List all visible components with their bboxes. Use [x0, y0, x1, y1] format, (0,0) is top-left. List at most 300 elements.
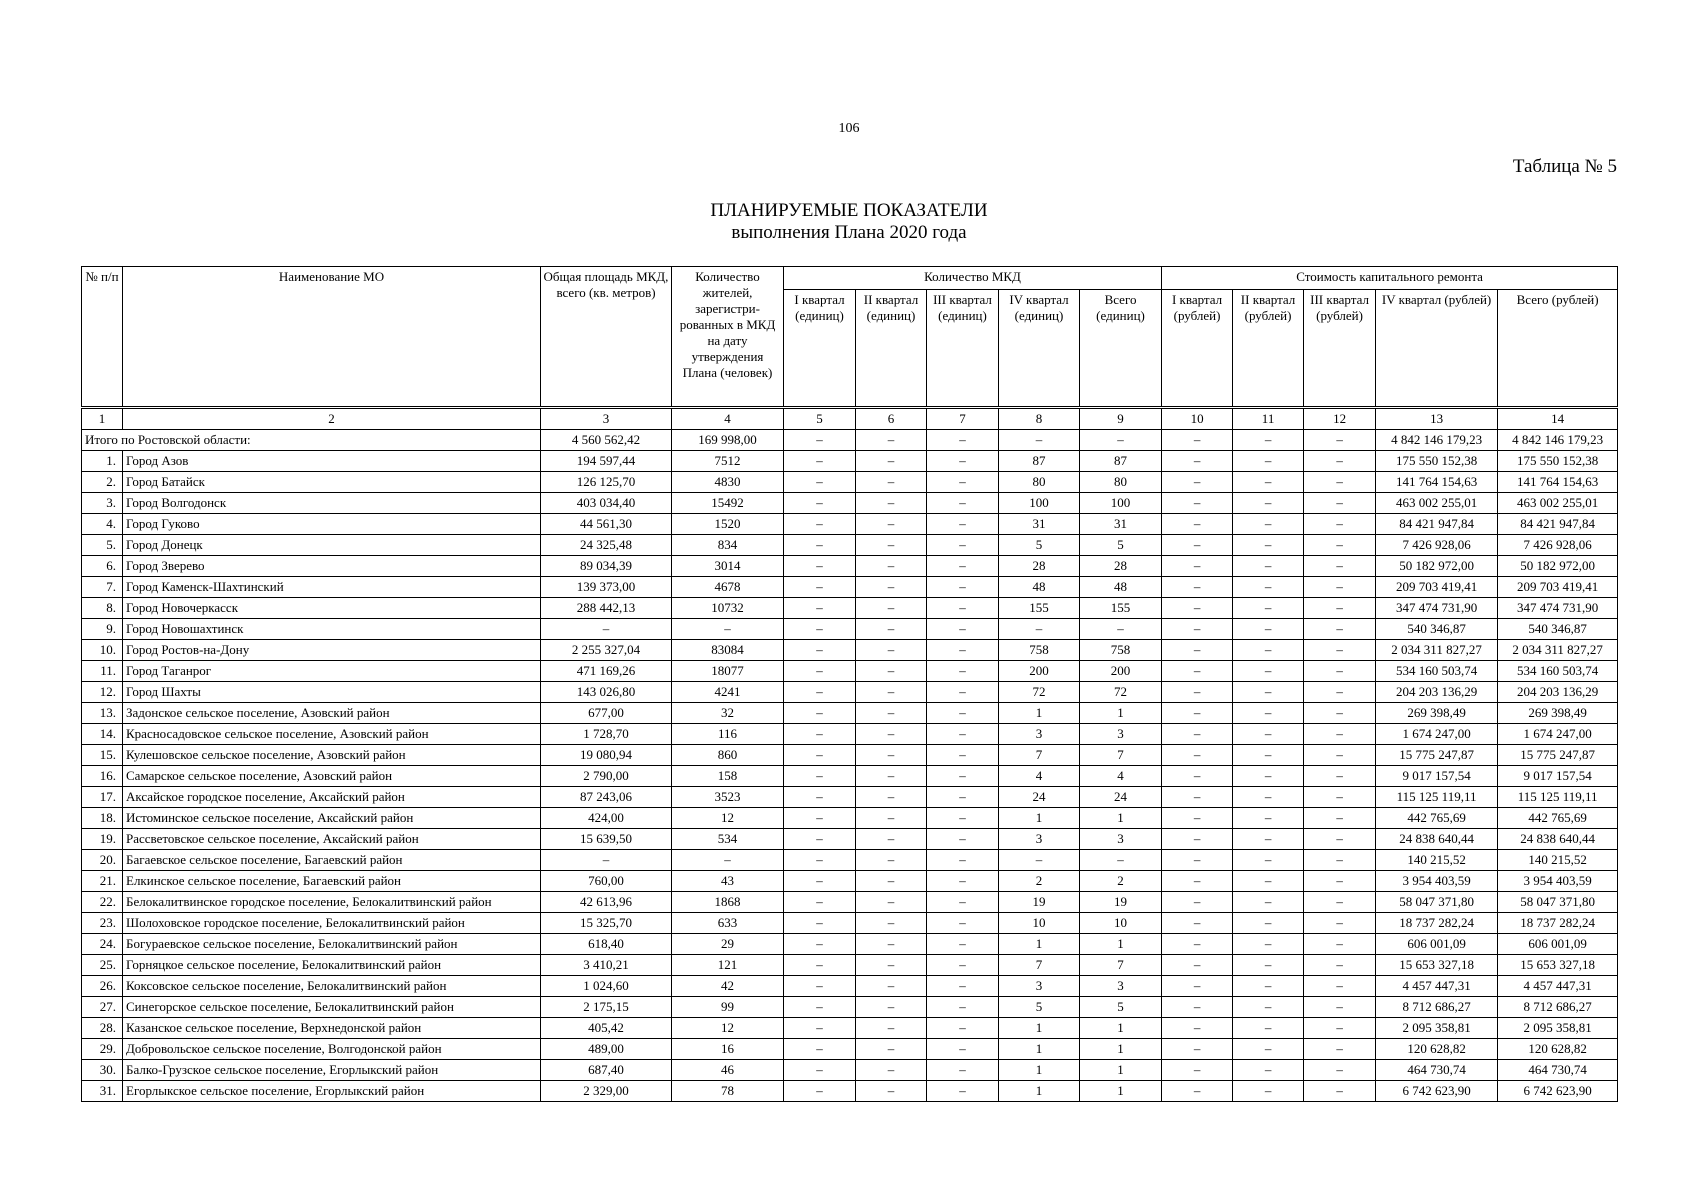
row-cost-q4: 18 737 282,24	[1376, 913, 1498, 934]
row-name: Аксайское городское поселение, Аксайский район	[123, 787, 541, 808]
row-mkd-q4: 7	[999, 745, 1080, 766]
table-row	[82, 535, 1618, 556]
row-mkd-total: 1	[1080, 808, 1162, 829]
row-number: 31.	[82, 1081, 123, 1102]
row-cost-q2: –	[1233, 535, 1304, 556]
total-mkd-q4: –	[999, 430, 1080, 451]
table-row	[82, 808, 1618, 829]
header-mkd-q3: III квартал (единиц)	[927, 290, 999, 408]
row-mkd-q2: –	[856, 934, 927, 955]
row-cost-q2: –	[1233, 514, 1304, 535]
row-mkd-q4: 1	[999, 934, 1080, 955]
row-cost-q3: –	[1304, 598, 1376, 619]
row-mkd-q4: 7	[999, 955, 1080, 976]
total-cost-q3: –	[1304, 430, 1376, 451]
row-mkd-total: 7	[1080, 745, 1162, 766]
row-mkd-q2: –	[856, 703, 927, 724]
row-mkd-q3: –	[927, 703, 999, 724]
row-mkd-q3: –	[927, 724, 999, 745]
row-number: 14.	[82, 724, 123, 745]
row-number: 6.	[82, 556, 123, 577]
header-mkd-q4: IV квартал (единиц)	[999, 290, 1080, 408]
row-number: 22.	[82, 892, 123, 913]
row-area: 1 728,70	[541, 724, 672, 745]
row-mkd-q4: 1	[999, 808, 1080, 829]
row-mkd-q4: 1	[999, 1039, 1080, 1060]
row-mkd-q2: –	[856, 955, 927, 976]
row-mkd-q2: –	[856, 535, 927, 556]
total-cost-q2: –	[1233, 430, 1304, 451]
row-residents: 834	[672, 535, 784, 556]
row-area: 15 639,50	[541, 829, 672, 850]
row-area: 677,00	[541, 703, 672, 724]
total-cost-q4: 4 842 146 179,23	[1376, 430, 1498, 451]
row-mkd-q2: –	[856, 871, 927, 892]
row-cost-q3: –	[1304, 745, 1376, 766]
table-row	[82, 766, 1618, 787]
document-title	[0, 200, 1698, 244]
row-name: Город Таганрог	[123, 661, 541, 682]
row-mkd-q4: 1	[999, 703, 1080, 724]
row-residents: 78	[672, 1081, 784, 1102]
row-residents: 1520	[672, 514, 784, 535]
row-number: 13.	[82, 703, 123, 724]
row-area: 687,40	[541, 1060, 672, 1081]
row-residents: 83084	[672, 640, 784, 661]
row-mkd-total: 155	[1080, 598, 1162, 619]
row-number: 5.	[82, 535, 123, 556]
row-cost-q3: –	[1304, 955, 1376, 976]
row-mkd-total: 87	[1080, 451, 1162, 472]
row-mkd-q4: 31	[999, 514, 1080, 535]
table-row	[82, 619, 1618, 640]
total-mkd-q1: –	[784, 430, 856, 451]
row-cost-q4: 6 742 623,90	[1376, 1081, 1498, 1102]
row-mkd-q2: –	[856, 451, 927, 472]
row-cost-q1: –	[1162, 850, 1233, 871]
row-mkd-q2: –	[856, 1060, 927, 1081]
row-number: 7.	[82, 577, 123, 598]
row-cost-total: 8 712 686,27	[1498, 997, 1618, 1018]
row-mkd-q4: 200	[999, 661, 1080, 682]
row-residents: 121	[672, 955, 784, 976]
row-mkd-total: 7	[1080, 955, 1162, 976]
row-cost-q4: 9 017 157,54	[1376, 766, 1498, 787]
row-cost-q4: 209 703 419,41	[1376, 577, 1498, 598]
row-name: Коксовское сельское поселение, Белокалитвинский район	[123, 976, 541, 997]
total-cost-total: 4 842 146 179,23	[1498, 430, 1618, 451]
row-mkd-q3: –	[927, 1081, 999, 1102]
row-mkd-total: 72	[1080, 682, 1162, 703]
row-area: –	[541, 850, 672, 871]
row-residents: 42	[672, 976, 784, 997]
row-mkd-q1: –	[784, 619, 856, 640]
row-area: 2 790,00	[541, 766, 672, 787]
row-name: Шолоховское городское поселение, Белокалитвинский район	[123, 913, 541, 934]
row-mkd-q1: –	[784, 535, 856, 556]
row-cost-q3: –	[1304, 514, 1376, 535]
row-mkd-q4: 48	[999, 577, 1080, 598]
row-name: Город Ростов-на-Дону	[123, 640, 541, 661]
row-mkd-q1: –	[784, 514, 856, 535]
row-name: Богураевское сельское поселение, Белокалитвинский район	[123, 934, 541, 955]
row-name: Балко-Грузское сельское поселение, Егорлыкский район	[123, 1060, 541, 1081]
row-cost-q3: –	[1304, 913, 1376, 934]
row-mkd-q2: –	[856, 997, 927, 1018]
table-row	[82, 997, 1618, 1018]
row-area: 87 243,06	[541, 787, 672, 808]
row-number: 15.	[82, 745, 123, 766]
row-mkd-q2: –	[856, 766, 927, 787]
row-mkd-q2: –	[856, 661, 927, 682]
row-cost-q4: 50 182 972,00	[1376, 556, 1498, 577]
row-mkd-q3: –	[927, 619, 999, 640]
row-cost-q2: –	[1233, 766, 1304, 787]
row-cost-total: 442 765,69	[1498, 808, 1618, 829]
row-cost-q1: –	[1162, 661, 1233, 682]
row-mkd-q4: 3	[999, 829, 1080, 850]
row-area: 424,00	[541, 808, 672, 829]
row-residents: –	[672, 850, 784, 871]
row-cost-q4: 115 125 119,11	[1376, 787, 1498, 808]
row-number: 17.	[82, 787, 123, 808]
row-cost-q2: –	[1233, 640, 1304, 661]
row-area: –	[541, 619, 672, 640]
row-area: 126 125,70	[541, 472, 672, 493]
total-residents: 169 998,00	[672, 430, 784, 451]
row-mkd-q2: –	[856, 493, 927, 514]
table-row	[82, 955, 1618, 976]
table-row	[82, 892, 1618, 913]
row-cost-q4: 120 628,82	[1376, 1039, 1498, 1060]
row-number: 11.	[82, 661, 123, 682]
row-cost-q3: –	[1304, 766, 1376, 787]
row-mkd-q4: 758	[999, 640, 1080, 661]
row-mkd-total: 5	[1080, 997, 1162, 1018]
header-name: Наименование МО	[123, 267, 541, 408]
row-cost-q2: –	[1233, 577, 1304, 598]
row-cost-q3: –	[1304, 829, 1376, 850]
row-residents: 12	[672, 1018, 784, 1039]
row-cost-total: 58 047 371,80	[1498, 892, 1618, 913]
row-cost-q1: –	[1162, 472, 1233, 493]
row-cost-q2: –	[1233, 955, 1304, 976]
row-area: 24 325,48	[541, 535, 672, 556]
row-residents: 32	[672, 703, 784, 724]
row-mkd-q3: –	[927, 892, 999, 913]
row-mkd-q4: 80	[999, 472, 1080, 493]
row-area: 489,00	[541, 1039, 672, 1060]
row-area: 15 325,70	[541, 913, 672, 934]
header-cost-q3: III квартал (рублей)	[1304, 290, 1376, 408]
table-row	[82, 1060, 1618, 1081]
row-cost-q3: –	[1304, 703, 1376, 724]
row-cost-q2: –	[1233, 619, 1304, 640]
row-mkd-q3: –	[927, 1060, 999, 1081]
table-row	[82, 577, 1618, 598]
row-area: 42 613,96	[541, 892, 672, 913]
row-cost-q3: –	[1304, 451, 1376, 472]
row-mkd-q3: –	[927, 661, 999, 682]
row-name: Город Зверево	[123, 556, 541, 577]
row-cost-q1: –	[1162, 724, 1233, 745]
row-mkd-q1: –	[784, 787, 856, 808]
row-mkd-q1: –	[784, 451, 856, 472]
row-mkd-q4: –	[999, 619, 1080, 640]
row-cost-q1: –	[1162, 871, 1233, 892]
row-number: 9.	[82, 619, 123, 640]
row-mkd-q3: –	[927, 640, 999, 661]
column-number: 11	[1233, 408, 1304, 430]
column-number: 13	[1376, 408, 1498, 430]
row-cost-total: 7 426 928,06	[1498, 535, 1618, 556]
row-mkd-q1: –	[784, 1081, 856, 1102]
row-mkd-q1: –	[784, 493, 856, 514]
row-mkd-q3: –	[927, 997, 999, 1018]
row-mkd-q2: –	[856, 1081, 927, 1102]
row-mkd-q4: 3	[999, 976, 1080, 997]
row-cost-total: 84 421 947,84	[1498, 514, 1618, 535]
row-name: Город Гуково	[123, 514, 541, 535]
row-area: 618,40	[541, 934, 672, 955]
row-mkd-q3: –	[927, 472, 999, 493]
row-name: Синегорское сельское поселение, Белокалитвинский район	[123, 997, 541, 1018]
row-residents: 158	[672, 766, 784, 787]
row-mkd-q3: –	[927, 1039, 999, 1060]
row-cost-q2: –	[1233, 745, 1304, 766]
row-cost-total: 209 703 419,41	[1498, 577, 1618, 598]
row-cost-q4: 534 160 503,74	[1376, 661, 1498, 682]
row-mkd-total: 1	[1080, 703, 1162, 724]
row-mkd-q1: –	[784, 640, 856, 661]
column-number: 4	[672, 408, 784, 430]
row-name: Белокалитвинское городское поселение, Белокалитвинский район	[123, 892, 541, 913]
header-cost-q1: I квартал (рублей)	[1162, 290, 1233, 408]
row-cost-q4: 2 034 311 827,27	[1376, 640, 1498, 661]
row-mkd-q3: –	[927, 514, 999, 535]
row-cost-q1: –	[1162, 787, 1233, 808]
row-mkd-q4: 4	[999, 766, 1080, 787]
row-cost-q1: –	[1162, 934, 1233, 955]
row-mkd-q1: –	[784, 850, 856, 871]
row-area: 405,42	[541, 1018, 672, 1039]
row-cost-q2: –	[1233, 829, 1304, 850]
row-cost-q3: –	[1304, 976, 1376, 997]
row-cost-q4: 8 712 686,27	[1376, 997, 1498, 1018]
row-residents: 4678	[672, 577, 784, 598]
row-mkd-q3: –	[927, 682, 999, 703]
row-cost-q2: –	[1233, 808, 1304, 829]
row-number: 26.	[82, 976, 123, 997]
row-cost-q2: –	[1233, 913, 1304, 934]
table-row	[82, 829, 1618, 850]
row-cost-q2: –	[1233, 598, 1304, 619]
row-mkd-q2: –	[856, 619, 927, 640]
row-cost-total: 1 674 247,00	[1498, 724, 1618, 745]
row-number: 20.	[82, 850, 123, 871]
column-number: 3	[541, 408, 672, 430]
row-cost-q4: 15 653 327,18	[1376, 955, 1498, 976]
row-area: 19 080,94	[541, 745, 672, 766]
row-name: Елкинское сельское поселение, Багаевский район	[123, 871, 541, 892]
row-mkd-q3: –	[927, 808, 999, 829]
row-cost-q3: –	[1304, 661, 1376, 682]
row-mkd-q4: 1	[999, 1081, 1080, 1102]
row-cost-total: 606 001,09	[1498, 934, 1618, 955]
row-mkd-total: 80	[1080, 472, 1162, 493]
row-mkd-q4: 28	[999, 556, 1080, 577]
row-mkd-q4: 5	[999, 535, 1080, 556]
row-cost-q2: –	[1233, 556, 1304, 577]
row-name: Город Азов	[123, 451, 541, 472]
row-cost-q1: –	[1162, 808, 1233, 829]
row-cost-q4: 606 001,09	[1376, 934, 1498, 955]
row-cost-total: 120 628,82	[1498, 1039, 1618, 1060]
row-mkd-q1: –	[784, 871, 856, 892]
row-residents: 15492	[672, 493, 784, 514]
total-mkd-q3: –	[927, 430, 999, 451]
header-mkd-group: Количество МКД	[784, 267, 1162, 290]
row-cost-q3: –	[1304, 682, 1376, 703]
row-residents: 860	[672, 745, 784, 766]
row-mkd-q1: –	[784, 577, 856, 598]
column-number: 1	[82, 408, 123, 430]
row-cost-q2: –	[1233, 472, 1304, 493]
row-mkd-q1: –	[784, 1039, 856, 1060]
row-residents: 18077	[672, 661, 784, 682]
row-mkd-q1: –	[784, 682, 856, 703]
row-mkd-q4: 2	[999, 871, 1080, 892]
row-cost-q1: –	[1162, 577, 1233, 598]
row-cost-q1: –	[1162, 745, 1233, 766]
row-mkd-q2: –	[856, 976, 927, 997]
row-mkd-q3: –	[927, 829, 999, 850]
row-area: 139 373,00	[541, 577, 672, 598]
row-cost-q3: –	[1304, 892, 1376, 913]
row-name: Егорлыкское сельское поселение, Егорлыкский район	[123, 1081, 541, 1102]
row-mkd-q1: –	[784, 598, 856, 619]
row-mkd-q2: –	[856, 577, 927, 598]
row-cost-q2: –	[1233, 850, 1304, 871]
row-mkd-total: 3	[1080, 829, 1162, 850]
table-row	[82, 913, 1618, 934]
row-cost-q3: –	[1304, 787, 1376, 808]
row-cost-q1: –	[1162, 640, 1233, 661]
row-cost-total: 3 954 403,59	[1498, 871, 1618, 892]
row-number: 10.	[82, 640, 123, 661]
row-cost-q2: –	[1233, 997, 1304, 1018]
row-area: 89 034,39	[541, 556, 672, 577]
row-name: Город Каменск-Шахтинский	[123, 577, 541, 598]
row-residents: 10732	[672, 598, 784, 619]
column-number: 5	[784, 408, 856, 430]
table-row	[82, 1081, 1618, 1102]
row-number: 27.	[82, 997, 123, 1018]
header-cost-q2: II квартал (рублей)	[1233, 290, 1304, 408]
row-number: 25.	[82, 955, 123, 976]
row-mkd-total: 2	[1080, 871, 1162, 892]
row-area: 44 561,30	[541, 514, 672, 535]
row-name: Красносадовское сельское поселение, Азовский район	[123, 724, 541, 745]
row-number: 29.	[82, 1039, 123, 1060]
row-residents: 4830	[672, 472, 784, 493]
row-mkd-q2: –	[856, 913, 927, 934]
row-residents: 43	[672, 871, 784, 892]
row-mkd-total: 5	[1080, 535, 1162, 556]
column-number: 6	[856, 408, 927, 430]
row-area: 471 169,26	[541, 661, 672, 682]
row-cost-total: 4 457 447,31	[1498, 976, 1618, 997]
row-cost-q2: –	[1233, 1081, 1304, 1102]
row-mkd-q3: –	[927, 976, 999, 997]
row-mkd-q4: 1	[999, 1018, 1080, 1039]
column-number: 7	[927, 408, 999, 430]
row-number: 19.	[82, 829, 123, 850]
row-name: Город Батайск	[123, 472, 541, 493]
row-cost-q4: 84 421 947,84	[1376, 514, 1498, 535]
row-area: 288 442,13	[541, 598, 672, 619]
row-mkd-q1: –	[784, 913, 856, 934]
row-mkd-q3: –	[927, 493, 999, 514]
table-row	[82, 745, 1618, 766]
row-cost-q2: –	[1233, 703, 1304, 724]
row-cost-q1: –	[1162, 955, 1233, 976]
row-mkd-q2: –	[856, 640, 927, 661]
table-row	[82, 640, 1618, 661]
row-cost-q3: –	[1304, 850, 1376, 871]
row-name: Город Донецк	[123, 535, 541, 556]
row-mkd-q2: –	[856, 682, 927, 703]
row-number: 2.	[82, 472, 123, 493]
row-mkd-total: –	[1080, 619, 1162, 640]
row-name: Город Новочеркасск	[123, 598, 541, 619]
row-cost-q1: –	[1162, 829, 1233, 850]
row-residents: 16	[672, 1039, 784, 1060]
row-name: Истоминское сельское поселение, Аксайский район	[123, 808, 541, 829]
header-cost-q4: IV квартал (рублей)	[1376, 290, 1498, 408]
row-cost-q3: –	[1304, 871, 1376, 892]
row-mkd-q4: 19	[999, 892, 1080, 913]
row-cost-q3: –	[1304, 493, 1376, 514]
row-mkd-q2: –	[856, 787, 927, 808]
row-cost-q2: –	[1233, 1060, 1304, 1081]
row-cost-total: 269 398,49	[1498, 703, 1618, 724]
header-residents: Количество жителей, зарегистри-рованных в МКД на дату утверждения Плана (человек)	[672, 267, 784, 408]
row-cost-total: 24 838 640,44	[1498, 829, 1618, 850]
plan-table	[81, 266, 1618, 1102]
row-mkd-q4: 1	[999, 1060, 1080, 1081]
column-numbers-row	[82, 408, 1618, 430]
row-cost-q4: 141 764 154,63	[1376, 472, 1498, 493]
row-mkd-q3: –	[927, 934, 999, 955]
row-mkd-q4: 10	[999, 913, 1080, 934]
row-cost-q2: –	[1233, 1018, 1304, 1039]
row-mkd-q2: –	[856, 1039, 927, 1060]
row-number: 18.	[82, 808, 123, 829]
total-cost-q1: –	[1162, 430, 1233, 451]
row-cost-q4: 140 215,52	[1376, 850, 1498, 871]
row-cost-q3: –	[1304, 1039, 1376, 1060]
row-mkd-q3: –	[927, 598, 999, 619]
row-cost-q4: 540 346,87	[1376, 619, 1498, 640]
header-area: Общая площадь МКД, всего (кв. метров)	[541, 267, 672, 408]
row-mkd-q2: –	[856, 724, 927, 745]
row-mkd-q3: –	[927, 766, 999, 787]
row-mkd-total: 24	[1080, 787, 1162, 808]
row-cost-q2: –	[1233, 451, 1304, 472]
header-mkd-q2: II квартал (единиц)	[856, 290, 927, 408]
row-cost-total: 15 653 327,18	[1498, 955, 1618, 976]
